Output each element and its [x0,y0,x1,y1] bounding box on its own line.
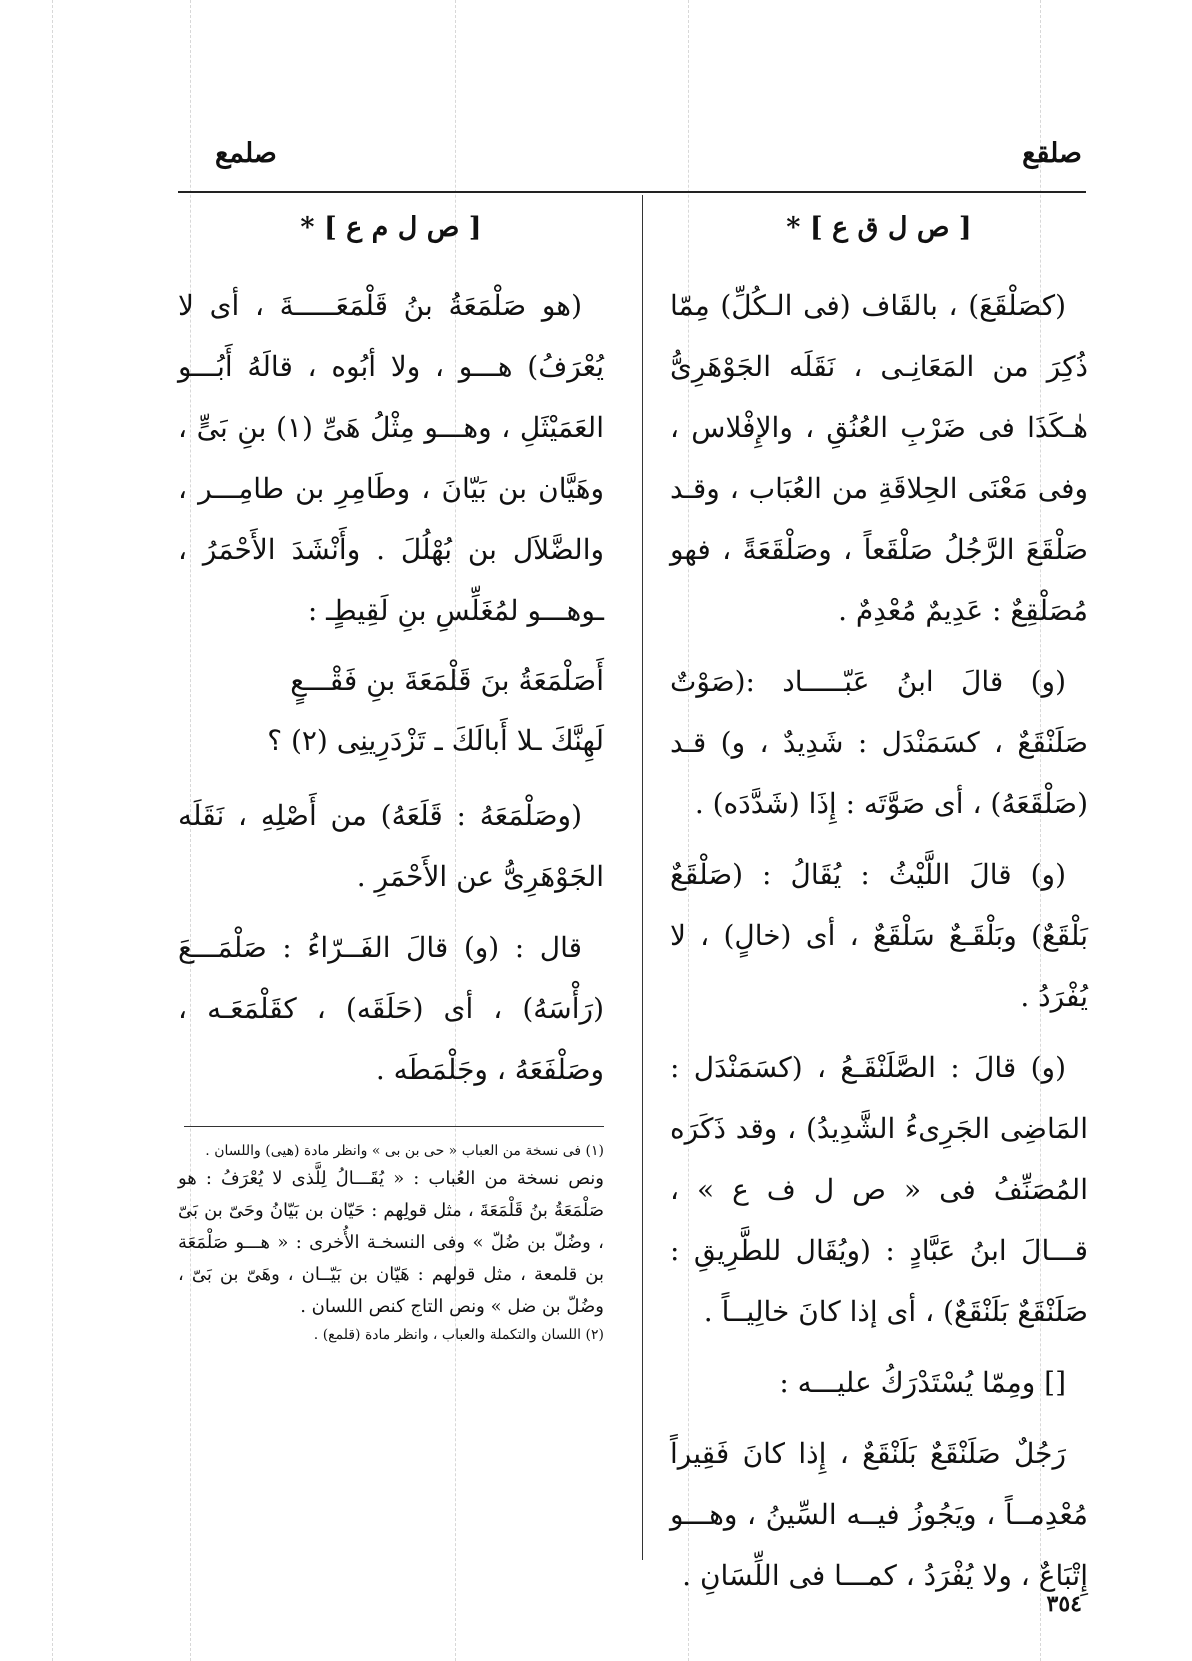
verse-line: أَصَلْمَعَةُ بنَ قَلْمَعَةَ بنِ فَقْـــعٍ [290,664,604,697]
page-number: ٣٥٤ [1046,1591,1082,1617]
footnote: ونص نسخة من العُباب : « يُقَـــالُ لِلَّذى لا يُعْرَفُ : هو صَلْمَعَةُ بنُ قَلْمَعَةَ ، مثل قولِهم : حَيّان بن بَيّانُ وحَىّ بن بَىّ ، وضُلّ بن ضُلّ » وفى النسخـة الأُخرى : « هـــو صَلْمَعَة بن قلمعة ، مثل قولهم : هَيّان بن بَيّــان ، وهَىّ بن بَىّ ، وضُلّ بن ضل » ونص التاج كنص اللسان . [178,1168,604,1317]
header-rule [178,191,1086,193]
entry-paragraph: (كصَلْقَعَ) ، بالقَاف (فى الـكُلِّ) مِمّا ذُكِرَ من المَعَانِـى ، نَقَلَه الجَوْهَرِىُّ هٰـكَذَا فى ضَرْبِ العُنُقِ ، والإِفْلاس ، وفى مَعْنَى الحِلاقَةِ من العُبَاب ، وقـد صَلْقَعَ الرَّجُلُ صَلْقَعاً ، وصَلْقَعَةً ، فهو مُصَلْقِعٌ : عَدِيمٌ مُعْدِمٌ . [670,289,1088,627]
entry-paragraph: (و) قالَ اللَّيْثُ : يُقَالُ : (صَلْقَعٌ بَلْقَعٌ) وبَلْقَـعٌ سَلْقَعٌ ، أى (خالٍ) ، لا يُفْرَدُ . [670,858,1088,1013]
entry-paragraph: (و) قالَ : الصَّلَنْقَـعُ ، (كسَمَنْدَل : المَاضِى الجَرِىءُ الشَّدِيدُ) ، وقد ذَكَرَه المُصَنِّفُ فى « ص ل ف ع » ، قـــالَ ابنُ عَبَّادٍ : (ويُقَال للطَّرِيقِ : صَلَنْقَعٌ بَلَنْقَعٌ) ، أى إذا كانَ خالِيــاً . [670,1051,1088,1328]
footnote: (٢) اللسان والتكملة والعباب ، وانظر مادة (قلمع) . [313,1327,604,1343]
right-column [670,212,1088,1616]
left-column [178,212,604,1347]
running-head-left: صلمع [215,138,277,169]
footnote-rule [184,1126,604,1127]
addendum-heading: [] ومِمّا يُسْتَدْرَكُ عليـــه : [779,1366,1066,1399]
scan-guide-line [52,0,53,1661]
entry-paragraph: قال : (و) قالَ الفَــرّاءُ : صَلْمَـــعَ (رَأْسَهُ) ، أى (حَلَقَه) ، كقَلْمَعَـه ، وصَلْفَعَهُ ، وجَلْمَطَه . [178,931,604,1086]
root-heading-slq: [ ص ل ق ع ] * [786,212,972,243]
entry-paragraph: (و) قالَ ابنُ عَبّـــــاد :(صَوْتٌ صَلَنْقَعٌ ، كسَمَنْدَل : شَدِيدٌ ، و) قـد (صَلْقَعَهُ) ، أى صَوَّتَه : إِذَا (شَدَّدَه) . [670,665,1088,820]
running-head-right: صلقع [1022,138,1082,169]
entry-paragraph: (وصَلْمَعَهُ : قَلَعَهُ) من أَصْلِهِ ، نَقَلَه الجَوْهَرِىُّ عن الأَحْمَرِ . [178,799,604,893]
column-divider [642,195,643,1560]
root-heading-slm: [ ص ل م ع ] * [300,212,482,243]
footnote: (١) فى نسخة من العباب « حى بن بى » وانظر مادة (هيى) واللسان . [205,1143,604,1159]
entry-paragraph: (هو صَلْمَعَةُ بنُ قَلْمَعَـــــةَ ، أى لا يُعْرَفُ) هـــو ، ولا أبُوه ، قالَهُ أَبُـــو العَمَيْثَلِ ، وهـــو مِثْلُ هَىِّ (١) بنِ بَىٍّ ، وهَيَّان بن بَيّانَ ، وطَامِرِ بن طامِـــر ، والضَّلاَل بن بُهْلُلَ . وأَنْشَدَ الأَحْمَرُ ، ـوهـــو لمُغَلِّسِ بنِ لَقِيطٍـ : [178,289,604,627]
entry-paragraph: رَجُلٌ صَلَنْقَعٌ بَلَنْقَعٌ ، إِذا كانَ فَقِيراً مُعْدِمــاً ، ويَجُوزُ فيــه السِّينُ ، وهـــو إِتْبَاعٌ ، ولا يُفْرَدُ ، كمـــا فى اللِّسَانِ . [670,1437,1088,1592]
verse-line: لَهِنَّكَ ـلا أَبالَكَ ـ تَزْدَرِينِى (٢) ؟ [267,724,604,757]
